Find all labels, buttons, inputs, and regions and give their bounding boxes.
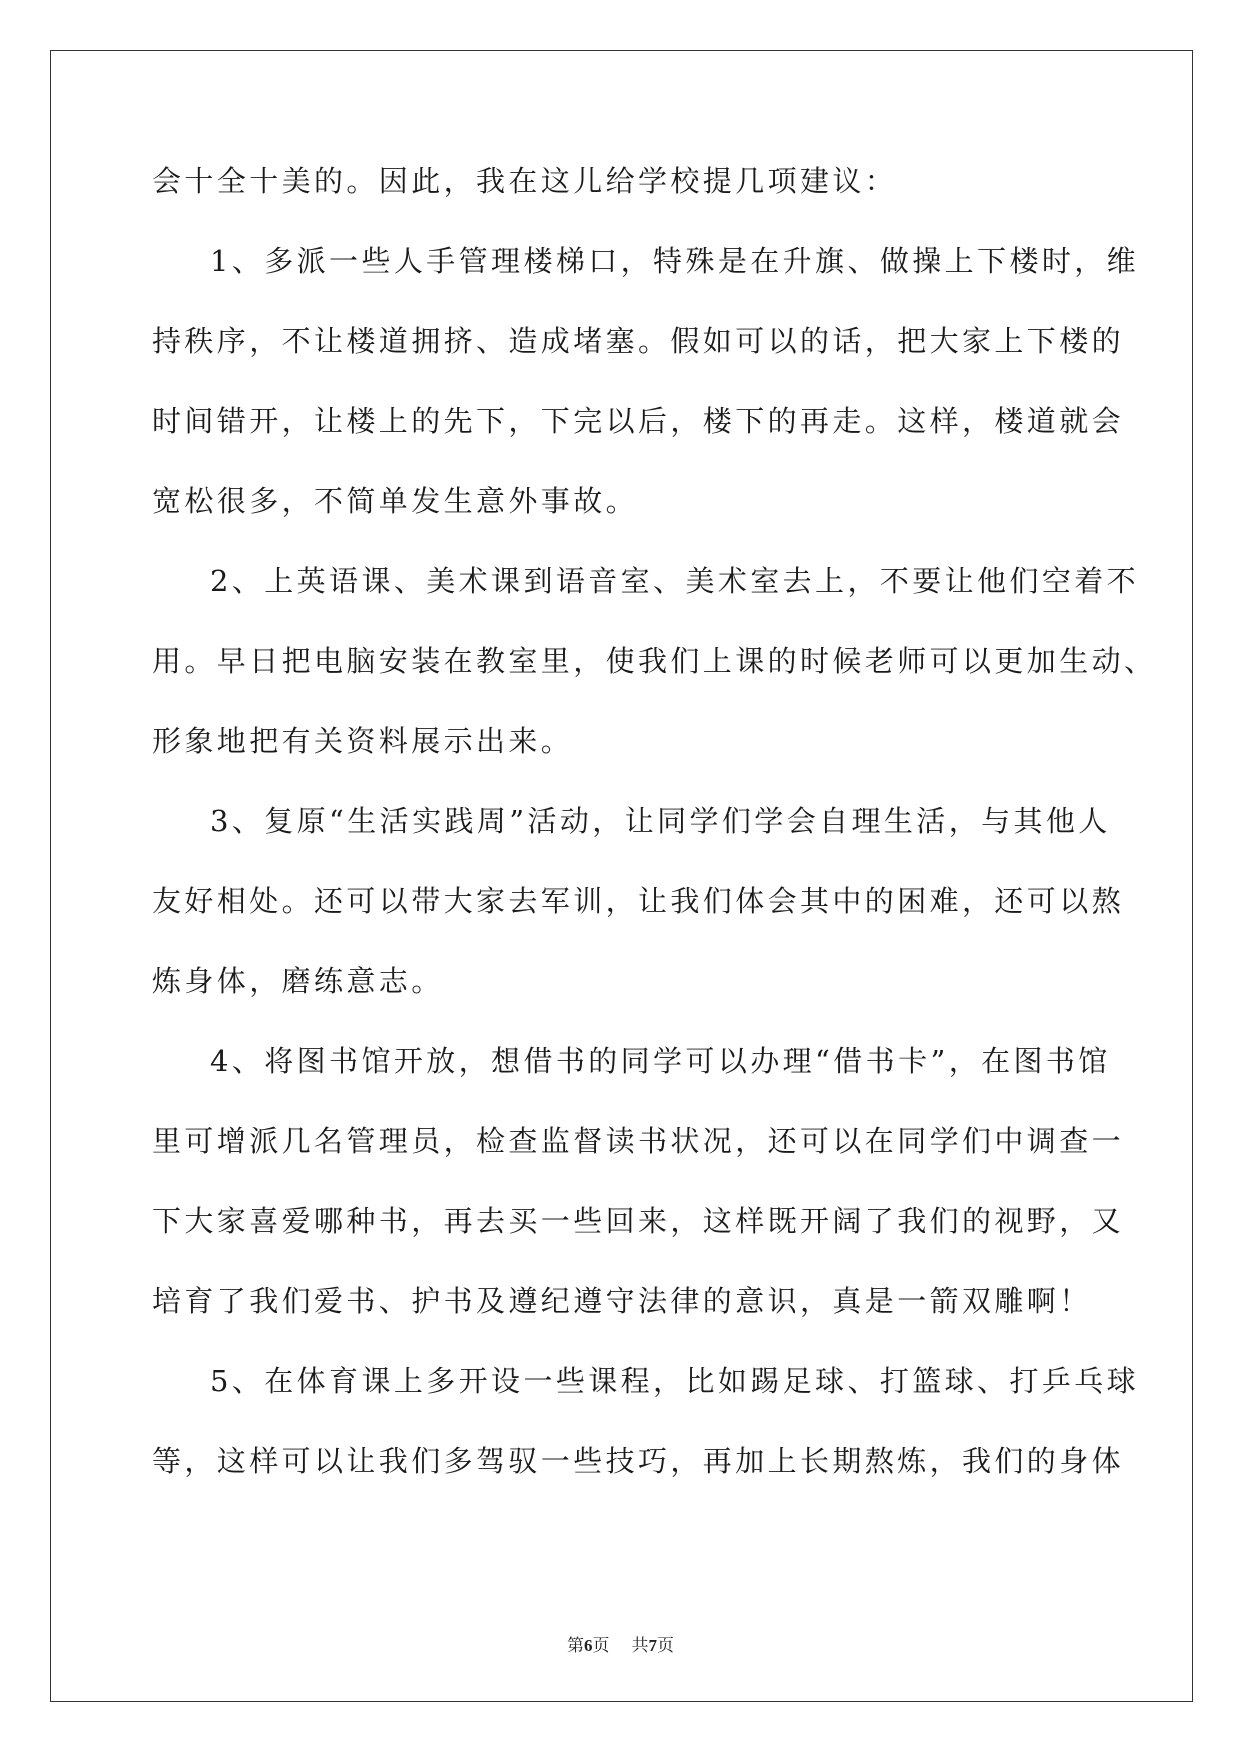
text-line: 炼身体，磨练意志。 [152,964,444,998]
current-page-number: 6 [584,1636,593,1655]
text-line: 会十全十美的。因此，我在这儿给学校提几项建议： [152,164,898,198]
text-line: 形象地把有关资料展示出来。 [152,724,574,758]
text-line: 持秩序，不让楼道拥挤、造成堵塞。假如可以的话，把大家上下楼的 [152,324,1125,358]
page-suffix: 页 [592,1636,610,1656]
document-body [152,164,1157,1524]
total-pages-number: 7 [648,1636,657,1655]
text-line: 里可增派几名管理员，检查监督读书状况，还可以在同学们中调查一 [152,1124,1125,1158]
page-prefix: 第 [567,1636,584,1656]
text-line: 宽松很多，不简单发生意外事故。 [152,484,639,518]
text-line: 2、上英语课、美术课到语音室、美术室去上，不要让他们空着不 [210,564,1140,598]
text-line: 4、将图书馆开放，想借书的同学可以办理“借书卡”，在图书馆 [210,1044,1111,1078]
text-line: 培育了我们爱书、护书及遵纪遵守法律的意识，真是一箭双雕啊！ [152,1284,1092,1318]
text-line: 时间错开，让楼上的先下，下完以后，楼下的再走。这样，楼道就会 [152,404,1125,438]
page-footer [0,1636,1241,1656]
text-line: 等，这样可以让我们多驾驭一些技巧，再加上长期熬炼，我们的身体 [152,1444,1125,1478]
text-line: 3、复原“生活实践周”活动，让同学们学会自理生活，与其他人 [210,804,1111,838]
text-line: 友好相处。还可以带大家去军训，让我们体会其中的困难，还可以熬 [152,884,1125,918]
total-prefix: 共 [631,1636,649,1656]
text-line: 用。早日把电脑安装在教室里，使我们上课的时候老师可以更加生动、 [152,644,1157,678]
text-line: 1、多派一些人手管理楼梯口，特殊是在升旗、做操上下楼时，维 [210,244,1140,278]
text-line: 5、在体育课上多开设一些课程，比如踢足球、打篮球、打乒乓球 [210,1364,1140,1398]
total-suffix: 页 [657,1636,674,1656]
text-line: 下大家喜爱哪种书，再去买一些回来，这样既开阔了我们的视野，又 [152,1204,1125,1238]
